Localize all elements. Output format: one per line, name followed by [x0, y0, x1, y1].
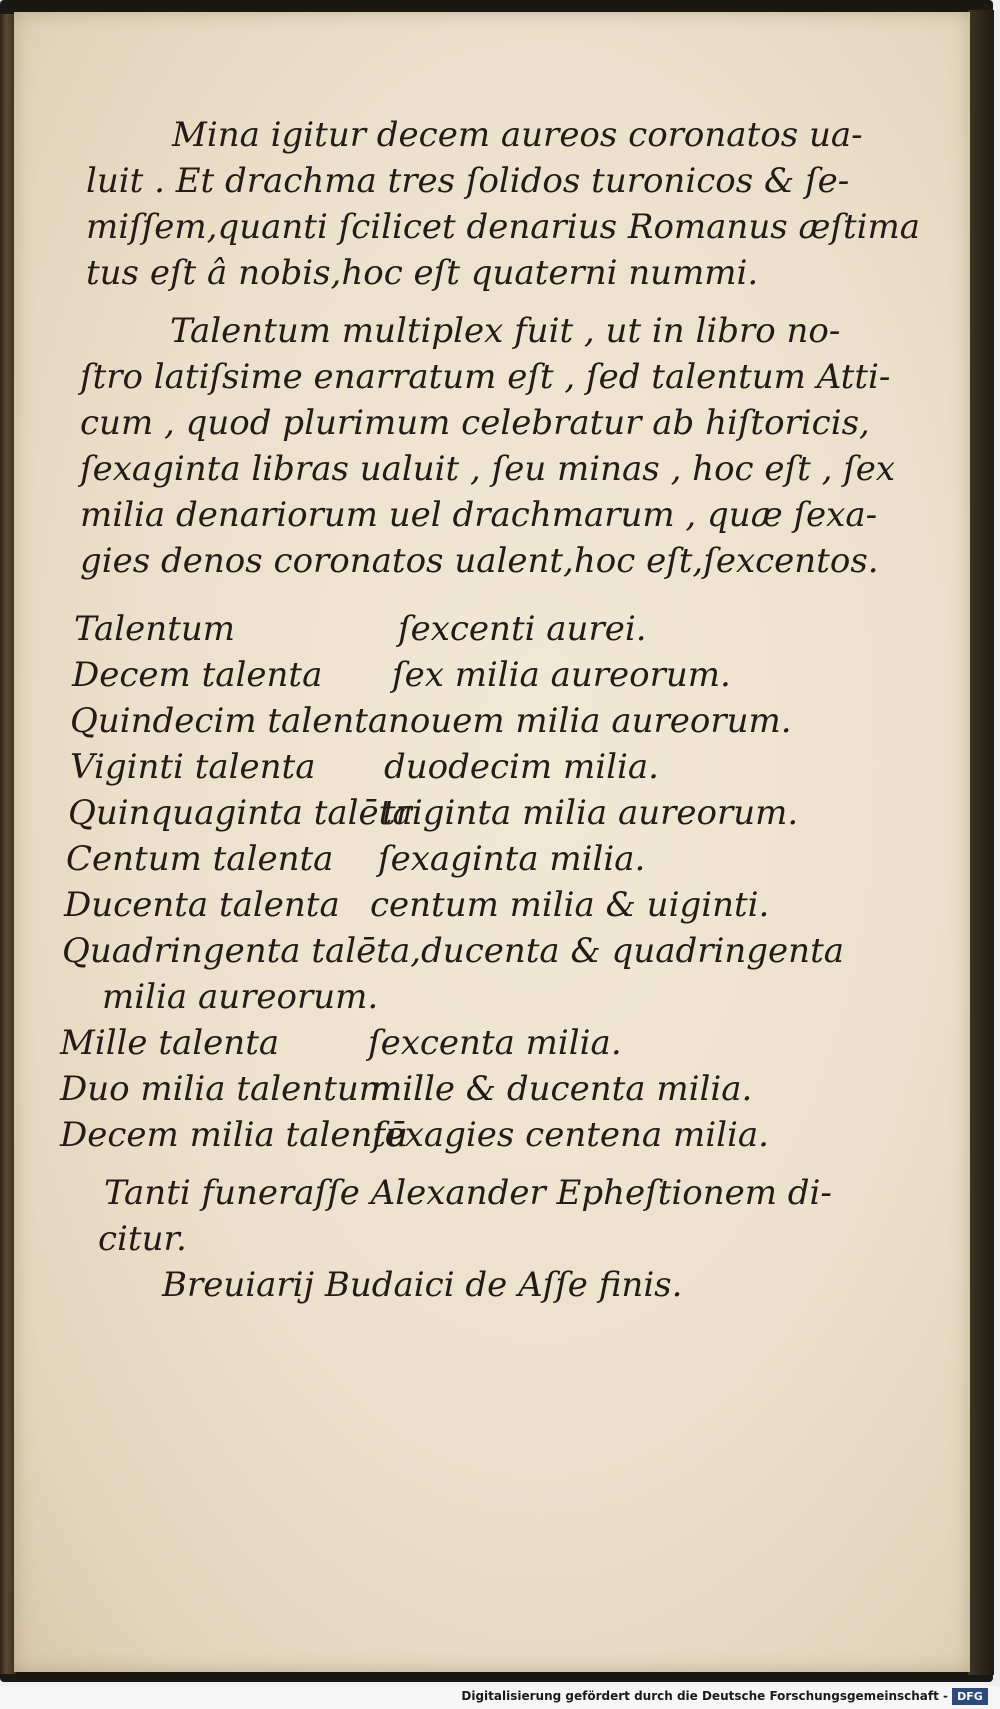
- table-cell-gold: ſex milia aureorum.: [392, 655, 731, 695]
- text-line: ſexaginta libras ualuit , ſeu minas , hoc eſt , ſex: [80, 449, 896, 489]
- table-cell-gold: triginta milia aureorum.: [382, 793, 799, 833]
- text-line: milia denariorum uel drachmarum , quæ ſexa-: [80, 495, 878, 535]
- closing-sentence: [104, 1170, 832, 1216]
- table-cell-talents: Decem milia talentū: [60, 1115, 408, 1155]
- table-cell-gold: mille & ducenta milia.: [370, 1069, 753, 1109]
- table-cell-gold: ſexcenta milia.: [368, 1023, 622, 1063]
- table-cell-wrapped-continuation: milia aureorum.: [102, 977, 379, 1017]
- funding-credit: Digitalisierung gefördert durch die Deutsche Forschungsgemeinschaft -: [461, 1689, 948, 1703]
- table-cell-talents: Centum talenta: [66, 839, 334, 879]
- table-cell-gold: ſexcenti aurei.: [398, 609, 647, 649]
- text-line: miſſem,quanti ſcilicet denarius Romanus æſtima: [86, 207, 921, 247]
- explicit-line: Breuiarij Budaici de Aſſe finis.: [162, 1265, 683, 1305]
- table-cell-gold: centum milia & uiginti.: [370, 885, 770, 925]
- table-cell-gold: nouem milia aureorum.: [388, 701, 792, 741]
- table-cell-gold: ſexagies centena milia.: [372, 1115, 769, 1155]
- text-line: Tanti funeraſſe Alexander Epheſtionem di-: [104, 1173, 832, 1213]
- table-cell-talents: Mille talenta: [60, 1023, 280, 1063]
- closing-sentence-end: [98, 1216, 187, 1262]
- paragraph-2: [170, 308, 840, 354]
- table-cell-talents: Duo milia talentum: [60, 1069, 392, 1109]
- table-cell-talents: Quinquaginta talēta: [68, 793, 413, 833]
- table-cell-talents: Talentum: [74, 609, 236, 649]
- dfg-logo: DFG: [952, 1688, 988, 1705]
- table-cell-gold: duodecim milia.: [384, 747, 659, 787]
- book-edge-right: [968, 10, 994, 1675]
- text-line: ſtro latiſsime enarratum eſt , ſed talentum Atti-: [80, 357, 891, 397]
- paragraph-1: [172, 112, 863, 158]
- table-cell-talents: Decem talenta: [72, 655, 323, 695]
- text-line: citur.: [98, 1219, 187, 1259]
- table-cell-talents: Viginti talenta: [70, 747, 316, 787]
- text-line: gies denos coronatos ualent,hoc eſt,ſexcentos.: [80, 541, 879, 581]
- text-line: tus eſt â nobis,hoc eſt quaterni nummi.: [86, 253, 759, 293]
- paragraph-1-body: [86, 158, 920, 296]
- text-line: Talentum multiplex fuit , ut in libro no-: [170, 311, 841, 351]
- table-cell-wrapped: Quadringenta talēta,ducenta & quadringenta: [62, 931, 844, 971]
- table-cell-talents: Ducenta talenta: [64, 885, 340, 925]
- paragraph-2-body: [80, 354, 895, 584]
- digitization-footer: [0, 1686, 1000, 1709]
- text-line: luit . Et drachma tres ſolidos turonicos & ſe-: [86, 161, 850, 201]
- table-cell-gold: ſexaginta milia.: [378, 839, 646, 879]
- text-line: cum , quod plurimum celebratur ab hiſtoricis,: [80, 403, 870, 443]
- table-cell-talents: Quindecim talenta: [70, 701, 389, 741]
- text-line: Mina igitur decem aureos coronatos ua-: [172, 115, 863, 155]
